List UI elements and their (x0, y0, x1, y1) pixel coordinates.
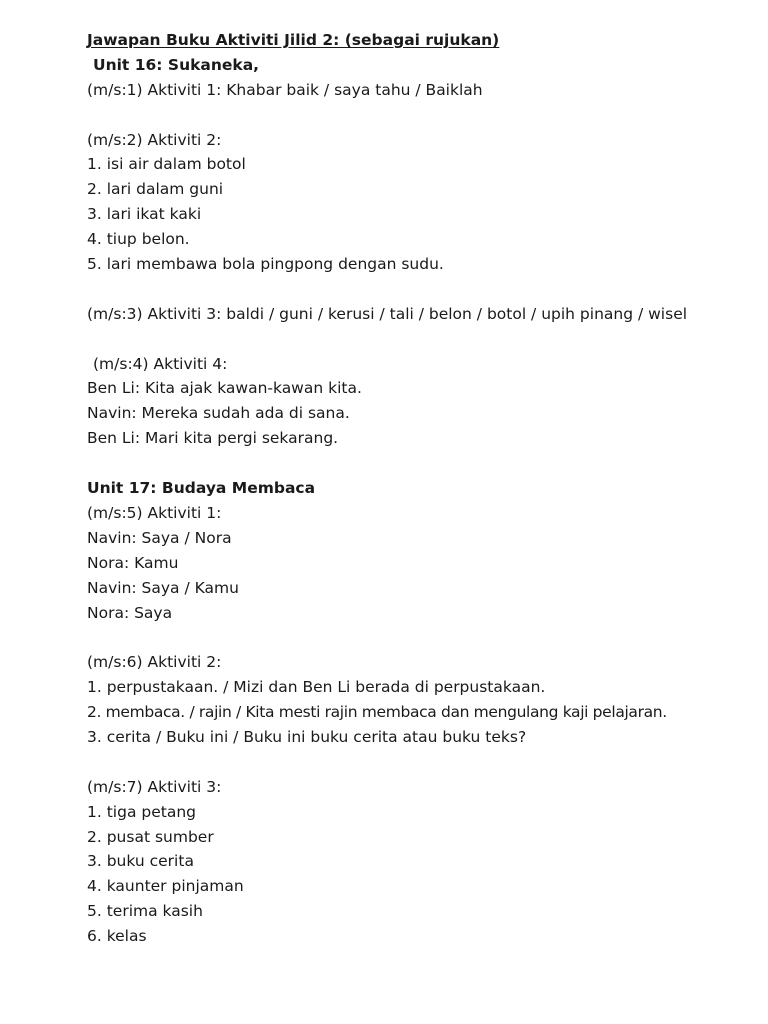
spacer (87, 451, 747, 476)
ms4-item: Navin: Mereka sudah ada di sana. (87, 404, 350, 423)
ms4-item: Ben Li: Mari kita pergi sekarang. (87, 429, 339, 448)
ms5-item: Navin: Saya / Kamu (87, 578, 239, 597)
ms2-item: 4. tiup belon. (87, 230, 190, 249)
spacer (87, 277, 747, 302)
ms7-item: 1. tiga petang (87, 802, 196, 821)
ms6-item: 2. membaca. / rajin / Kita mesti rajin membaca dan mengulang kaji pelajaran. (87, 703, 667, 722)
ms2-item: 5. lari membawa bola pingpong dengan sudu. (87, 255, 444, 274)
ms5-item: Nora: Saya (87, 603, 173, 622)
unit-16-heading: Unit 16: Sukaneka, (93, 55, 260, 74)
ms2-heading: (m/s:2) Aktiviti 2: (87, 130, 222, 149)
ms4-heading: (m/s:4) Aktiviti 4: (93, 354, 228, 373)
spacer (87, 327, 747, 352)
ms5-heading: (m/s:5) Aktiviti 1: (87, 503, 222, 522)
document-title: Jawapan Buku Aktiviti Jilid 2: (sebagai rujukan) (87, 31, 500, 49)
spacer (87, 750, 747, 775)
ms3-answer: (m/s:3) Aktiviti 3: baldi / guni / kerusi / tali / belon / botol / upih pinang / wisel (87, 304, 688, 323)
ms5-item: Nora: Kamu (87, 553, 179, 572)
ms5-item: Navin: Saya / Nora (87, 528, 232, 547)
unit-17-heading: Unit 17: Budaya Membaca (87, 479, 316, 498)
ms7-item: 5. terima kasih (87, 902, 203, 921)
ms7-item: 2. pusat sumber (87, 827, 214, 846)
ms4-item: Ben Li: Kita ajak kawan-kawan kita. (87, 379, 362, 398)
ms7-item: 3. buku cerita (87, 852, 194, 871)
ms6-item: 1. perpustakaan. / Mizi dan Ben Li berada di perpustakaan. (87, 678, 546, 697)
ms2-item: 3. lari ikat kaki (87, 205, 202, 224)
ms6-item: 3. cerita / Buku ini / Buku ini buku cerita atau buku teks? (87, 727, 527, 746)
ms2-item: 1. isi air dalam botol (87, 155, 246, 174)
ms7-item: 6. kelas (87, 927, 147, 946)
ms1-answer: (m/s:1) Aktiviti 1: Khabar baik / saya tahu / Baiklah (87, 80, 483, 99)
ms2-item: 2. lari dalam guni (87, 180, 224, 199)
document-page (87, 28, 747, 949)
ms7-item: 4. kaunter pinjaman (87, 877, 244, 896)
ms6-heading: (m/s:6) Aktiviti 2: (87, 653, 222, 672)
ms7-heading: (m/s:7) Aktiviti 3: (87, 777, 222, 796)
spacer (87, 625, 747, 650)
spacer (87, 103, 747, 128)
